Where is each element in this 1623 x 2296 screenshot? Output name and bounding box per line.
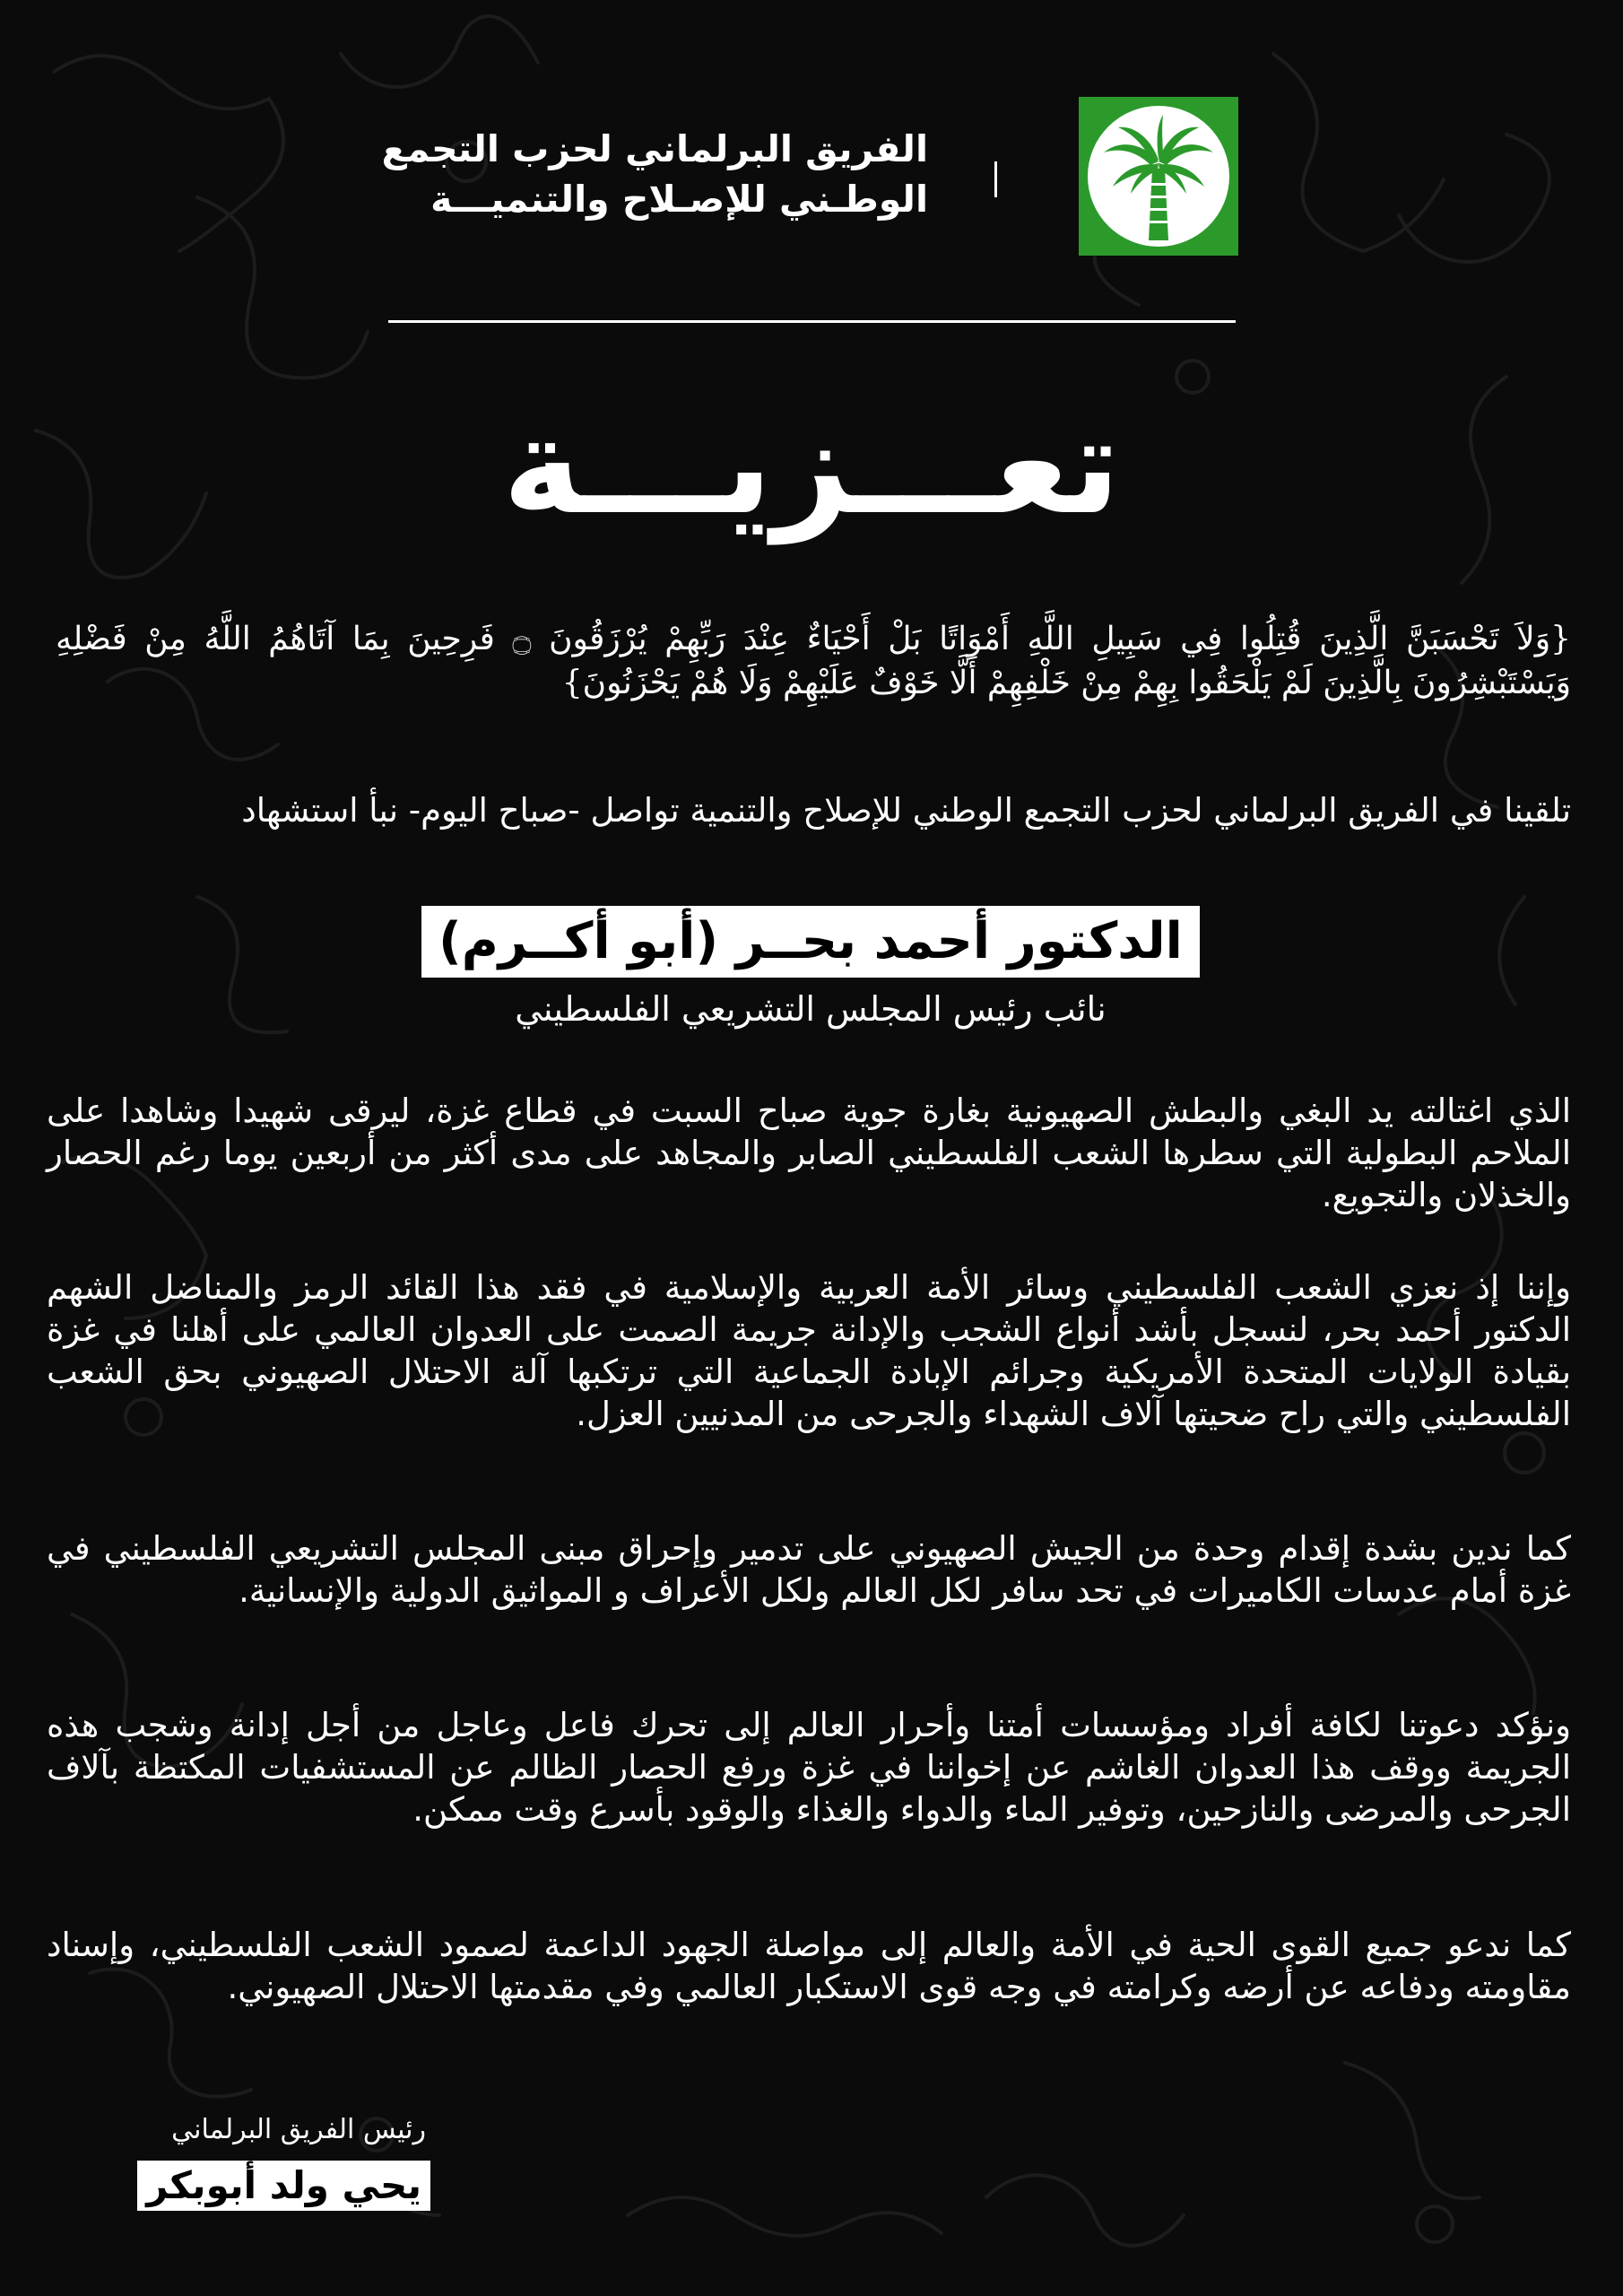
signature: [108, 2112, 430, 2211]
party-name-line1: الفريق البرلماني لحزب التجمع: [381, 127, 928, 170]
signature-role: رئيس الفريق البرلماني: [171, 2114, 426, 2145]
intro-text: تلقينا في الفريق البرلماني لحزب التجمع الوطني للإصلاح والتنمية تواصل -صباح اليوم- نبأ استشهاد: [241, 791, 1571, 830]
party-name: [381, 124, 928, 224]
signature-name: يحي ولد أبوبكر: [137, 2161, 430, 2211]
paragraph-2: وإننا إذ نعزي الشعب الفلسطيني وسائر الأمة العربية والإسلامية في فقد هذا القائد الرمز والمناضل الشهم الدكتور أحمد بحر، لنسجل بأشد أنواع الشجب والإدانة جريمة الصمت على العدوان العالمي على أهلنا في غزة بقيادة الولايات المتحدة الأمريكية وجرائم الإبادة الجماعية التي ترتكبها آلة الاحتلال الصهيوني بحق الشعب الفلسطيني والتي راح ضحيتها آلاف الشهداء والجرحى من المدنيين العزل.: [47, 1268, 1571, 1433]
header-rule: [388, 320, 1236, 323]
quran-verse: {وَلاَ تَحْسَبَنَّ الَّذِينَ قُتِلُوا فِي سَبِيلِ اللَّهِ أَمْوَاتًا بَلْ أَحْيَاءٌ عِنْدَ رَبِّهِمْ يُرْزَقُونَ ۝ فَرِحِينَ بِمَا آتَاهُمُ اللَّهُ مِنْ فَضْلِهِ وَيَسْتَبْشِرُونَ بِالَّذِينَ لَمْ يَلْحَقُوا بِهِمْ مِنْ خَلْفِهِمْ أَلَّا خَوْفٌ عَلَيْهِمْ وَلَا هُمْ يَحْزَنُونَ}: [56, 621, 1572, 701]
deceased-title: نائب رئيس المجلس التشريعي الفلسطيني: [515, 989, 1107, 1029]
paragraph-5: كما ندعو جميع القوى الحية في الأمة والعالم إلى مواصلة الجهود الداعمة لصمود الشعب الفلسطيني، وإسناد مقاومته ودفاعه عن أرضه وكرامته في وجه قوى الاستكبار العالمي وفي مقدمتها الاحتلال الصهيوني.: [47, 1926, 1571, 2006]
header: [381, 97, 1242, 258]
header-divider: [994, 161, 997, 197]
paragraph-1: الذي اغتالته يد البغي والبطش الصهيونية بغارة جوية صباح السبت في قطاع غزة، ليرقى شهيدا وشاهدا على الملاحم البطولية التي سطرها الشعب الفلسطيني الصابر والمجاهد على مدى أكثر من أربعين يوما رغم الحصار والخذلان والتجويع.: [47, 1091, 1571, 1214]
deceased-name: الدكتور أحمد بحــر (أبو أكــرم): [421, 906, 1200, 978]
logo-disc: [1088, 106, 1229, 247]
party-logo: [1079, 97, 1238, 256]
party-name-line2: الوطـني للإصـلاح والتنميـــة: [430, 178, 928, 221]
paragraph-4: ونؤكد دعوتنا لكافة أفراد ومؤسسات أمتنا وأحرار العالم إلى تحرك فاعل وعاجل من أجل إدانة وشجب هذه الجريمة ووقف هذا العدوان الغاشم عن إخواننا في غزة ورفع الحصار الظالم عن المستشفيات المكتظة بآلاف الجرحى والمرضى والنازحين، وتوفير الماء والدواء والغذاء والوقود بأسرع وقت ممكن.: [47, 1706, 1571, 1829]
page-title: تعـــزيـــة: [502, 388, 1121, 544]
paragraph-3: كما ندين بشدة إقدام وحدة من الجيش الصهيوني على تدمير وإحراق مبنى المجلس التشريعي الفلسطيني في غزة أمام عدسات الكاميرات في تحد سافر لكل العالم ولكل الأعراف و المواثيق الدولية والإنسانية.: [47, 1529, 1571, 1610]
palm-tree-icon: [1088, 106, 1229, 247]
